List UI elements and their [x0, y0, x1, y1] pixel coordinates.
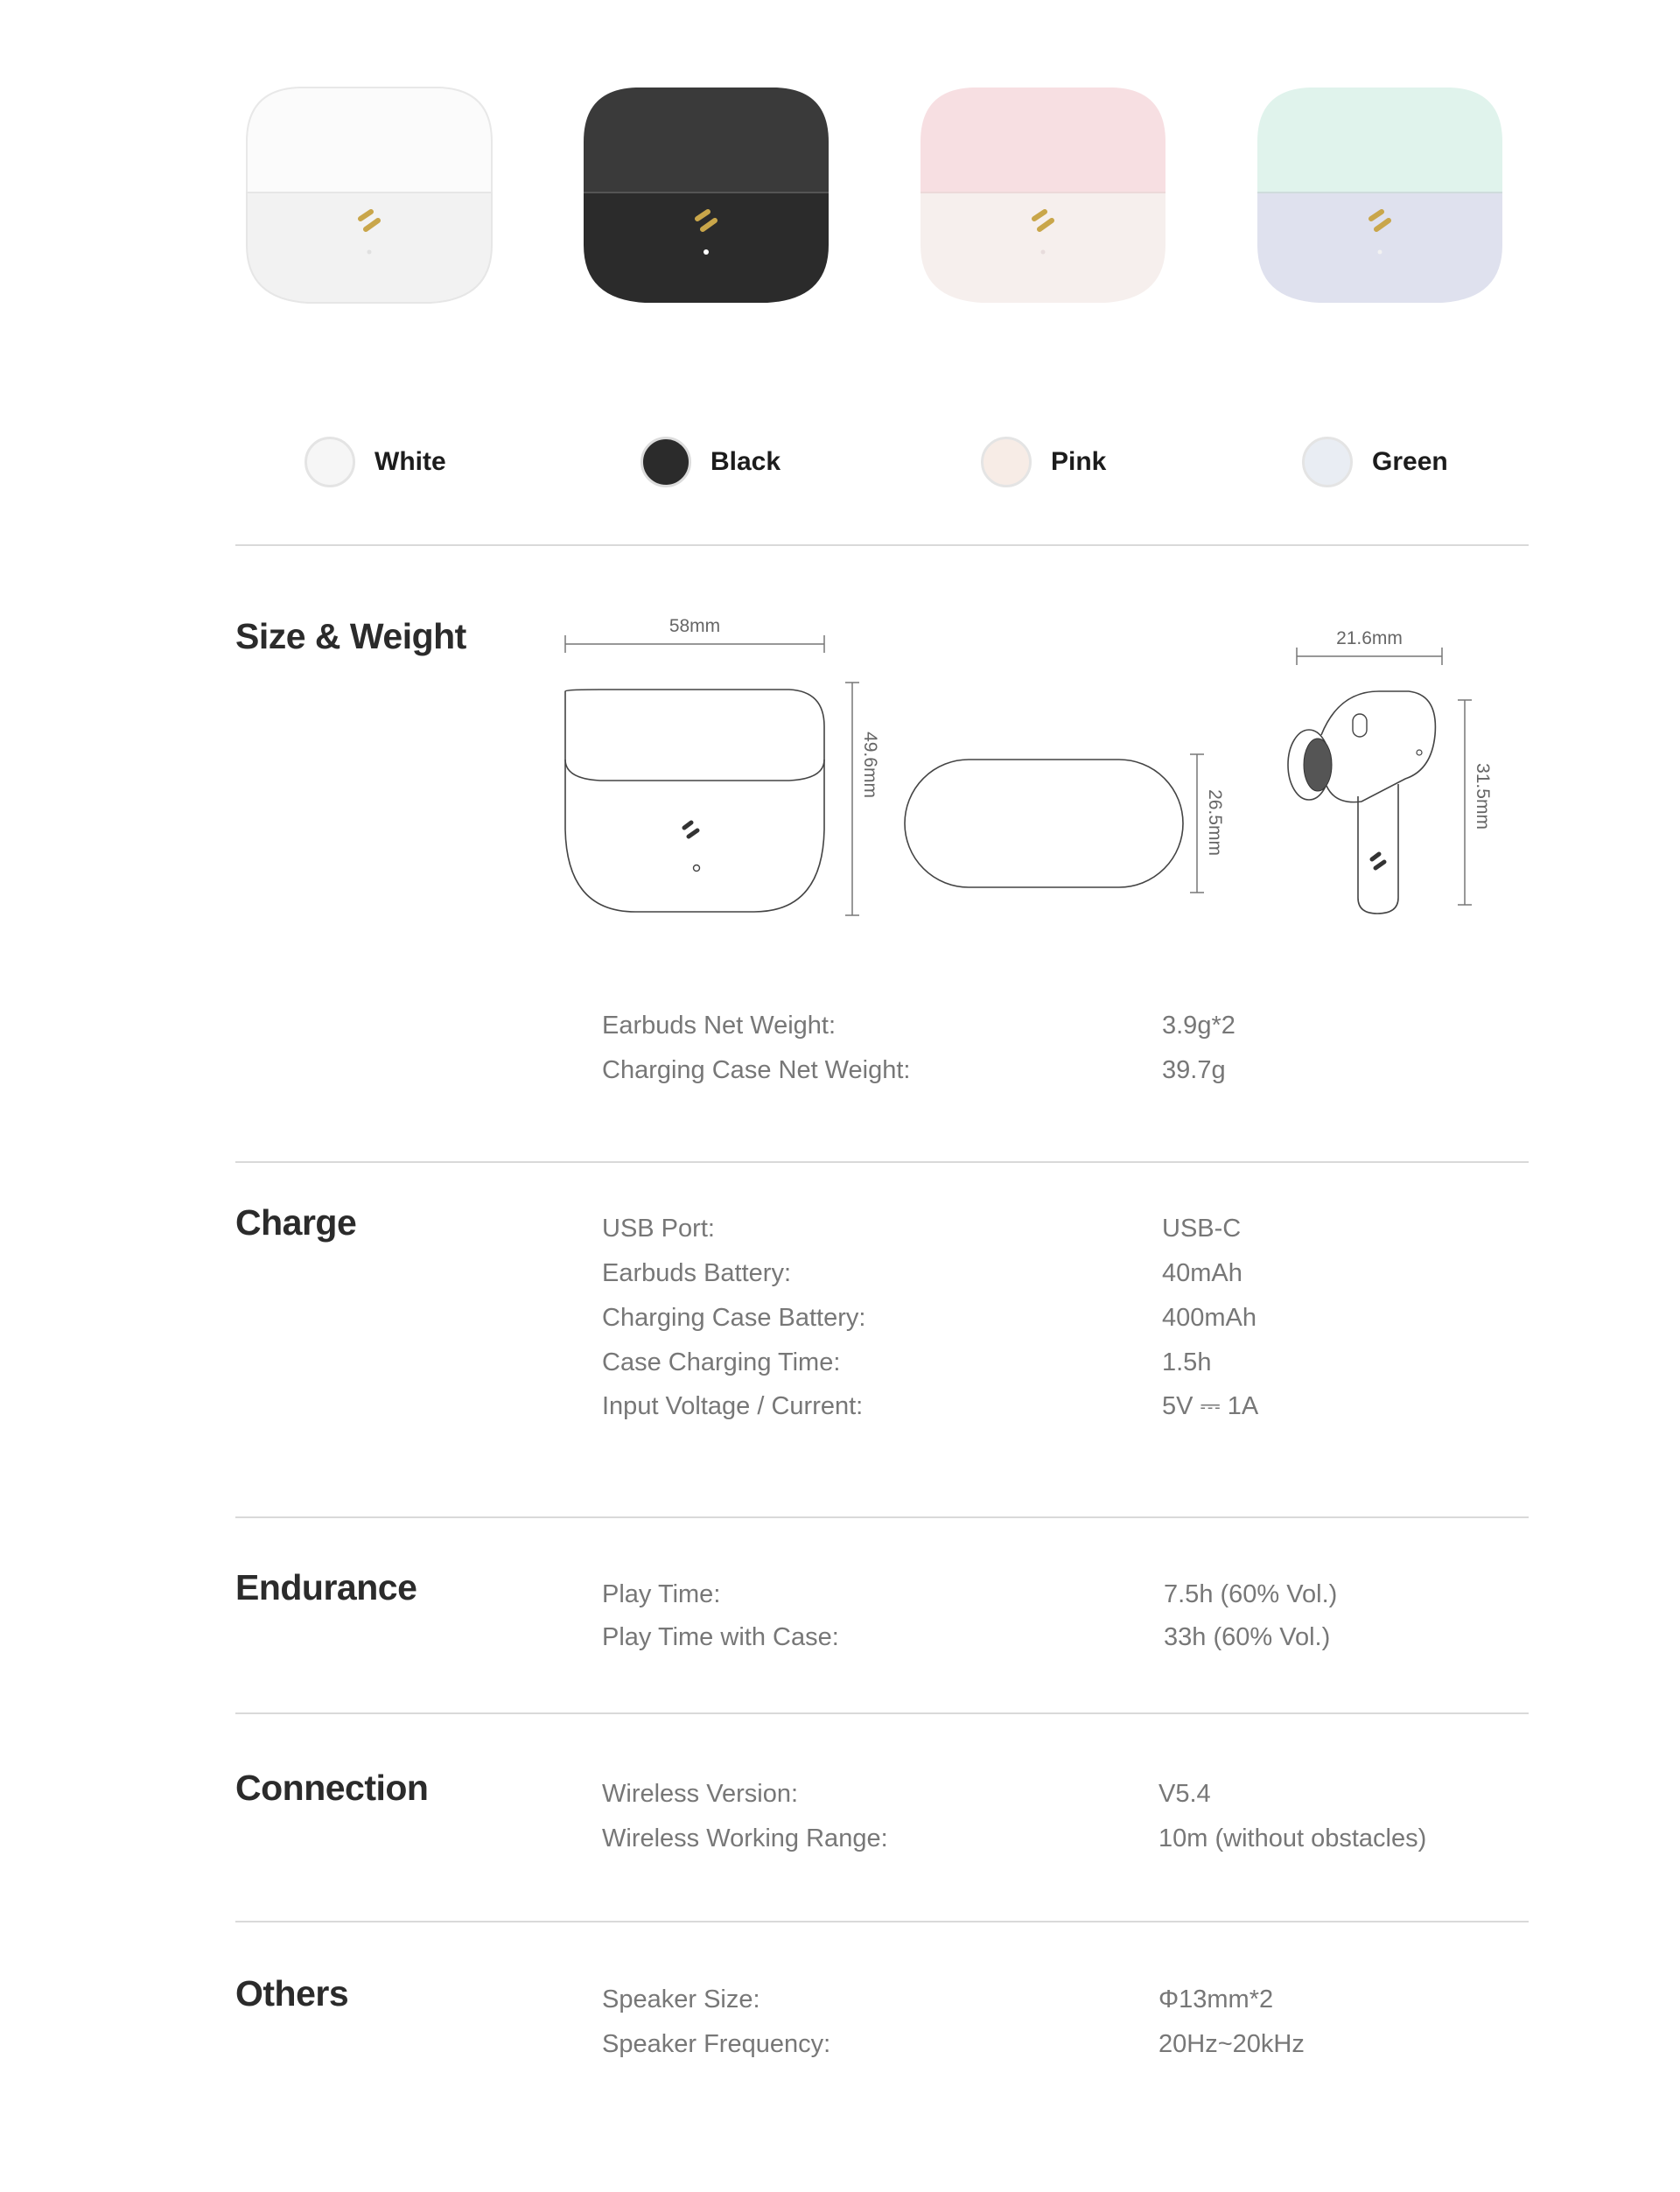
spec-value: 10m (without obstacles)	[1158, 1824, 1427, 1852]
spec-value: 5V ⎓ 1A	[1162, 1392, 1259, 1420]
spec-row	[0, 1824, 1680, 1859]
spec-value: 20Hz~20kHz	[1158, 2030, 1305, 2058]
spec-row	[0, 2030, 1680, 2065]
spec-label: Wireless Version:	[602, 1780, 799, 1808]
dim-case-height: 49.6mm	[860, 732, 880, 798]
color-option-black[interactable]	[640, 434, 780, 490]
spec-row	[0, 1259, 1680, 1294]
case-white-image	[238, 81, 500, 306]
divider	[235, 1161, 1529, 1163]
section-title-connection: Connection	[235, 1768, 429, 1808]
spec-label: Earbuds Net Weight:	[602, 1012, 836, 1040]
spec-row	[0, 1215, 1680, 1250]
dim-earbud-width: 21.6mm	[1336, 628, 1403, 648]
swatch-black	[640, 437, 691, 487]
spec-label: Case Charging Time:	[602, 1348, 841, 1376]
spec-value: V5.4	[1158, 1780, 1211, 1808]
spec-label: Charging Case Battery:	[602, 1304, 866, 1332]
spec-label: Wireless Working Range:	[602, 1824, 888, 1852]
spec-value: 40mAh	[1162, 1259, 1242, 1287]
case-pink	[912, 81, 1174, 306]
spec-value: 7.5h (60% Vol.)	[1164, 1580, 1338, 1608]
swatch-white	[304, 437, 355, 487]
spec-row	[0, 1392, 1680, 1427]
spec-label: Play Time:	[602, 1580, 721, 1608]
color-label-green: Green	[1372, 447, 1448, 476]
divider	[235, 1921, 1529, 1922]
spec-value: 33h (60% Vol.)	[1164, 1623, 1331, 1651]
case-white	[238, 81, 500, 306]
spec-row	[0, 1985, 1680, 2020]
spec-value: 400mAh	[1162, 1304, 1257, 1332]
case-green-image	[1249, 81, 1511, 306]
spec-row	[0, 1623, 1680, 1658]
size-diagram	[551, 604, 1496, 928]
spec-label: Charging Case Net Weight:	[602, 1056, 911, 1084]
spec-row	[0, 1780, 1680, 1815]
spec-value: USB-C	[1162, 1215, 1242, 1243]
spec-value: 39.7g	[1162, 1056, 1226, 1084]
spec-value: Φ13mm*2	[1158, 1985, 1274, 2013]
section-title-size-weight: Size & Weight	[235, 616, 466, 656]
color-selector	[0, 434, 1680, 490]
spec-row	[0, 1348, 1680, 1383]
spec-label: Speaker Frequency:	[602, 2030, 831, 2058]
dim-earbud-height: 31.5mm	[1473, 763, 1493, 830]
color-label-white: White	[374, 447, 446, 476]
dim-case-width: 58mm	[668, 616, 721, 636]
swatch-green	[1302, 437, 1353, 487]
case-black-image	[575, 81, 837, 306]
color-option-white[interactable]	[304, 434, 446, 490]
swatch-pink	[981, 437, 1032, 487]
spec-label: Speaker Size:	[602, 1985, 760, 2013]
color-label-black: Black	[710, 447, 781, 476]
spec-value: 3.9g*2	[1162, 1012, 1236, 1040]
spec-label: Earbuds Battery:	[602, 1259, 791, 1287]
spec-row	[0, 1012, 1680, 1047]
color-option-green[interactable]	[1302, 434, 1448, 490]
spec-row	[0, 1580, 1680, 1615]
section-title-charge: Charge	[235, 1202, 357, 1243]
divider	[235, 544, 1529, 546]
divider	[235, 1712, 1529, 1714]
spec-label: Play Time with Case:	[602, 1623, 839, 1651]
spec-value: 1.5h	[1162, 1348, 1212, 1376]
spec-label: Input Voltage / Current:	[602, 1392, 864, 1420]
dim-case-depth: 26.5mm	[1205, 789, 1225, 856]
color-option-pink[interactable]	[981, 434, 1106, 490]
divider	[235, 1516, 1529, 1518]
spec-row	[0, 1304, 1680, 1339]
spec-row	[0, 1056, 1680, 1091]
case-green	[1249, 81, 1511, 306]
color-label-pink: Pink	[1051, 447, 1107, 476]
section-title-endurance: Endurance	[235, 1567, 417, 1607]
spec-label: USB Port:	[602, 1215, 715, 1243]
case-pink-image	[912, 81, 1174, 306]
case-black	[575, 81, 837, 306]
section-title-others: Others	[235, 1973, 349, 2013]
